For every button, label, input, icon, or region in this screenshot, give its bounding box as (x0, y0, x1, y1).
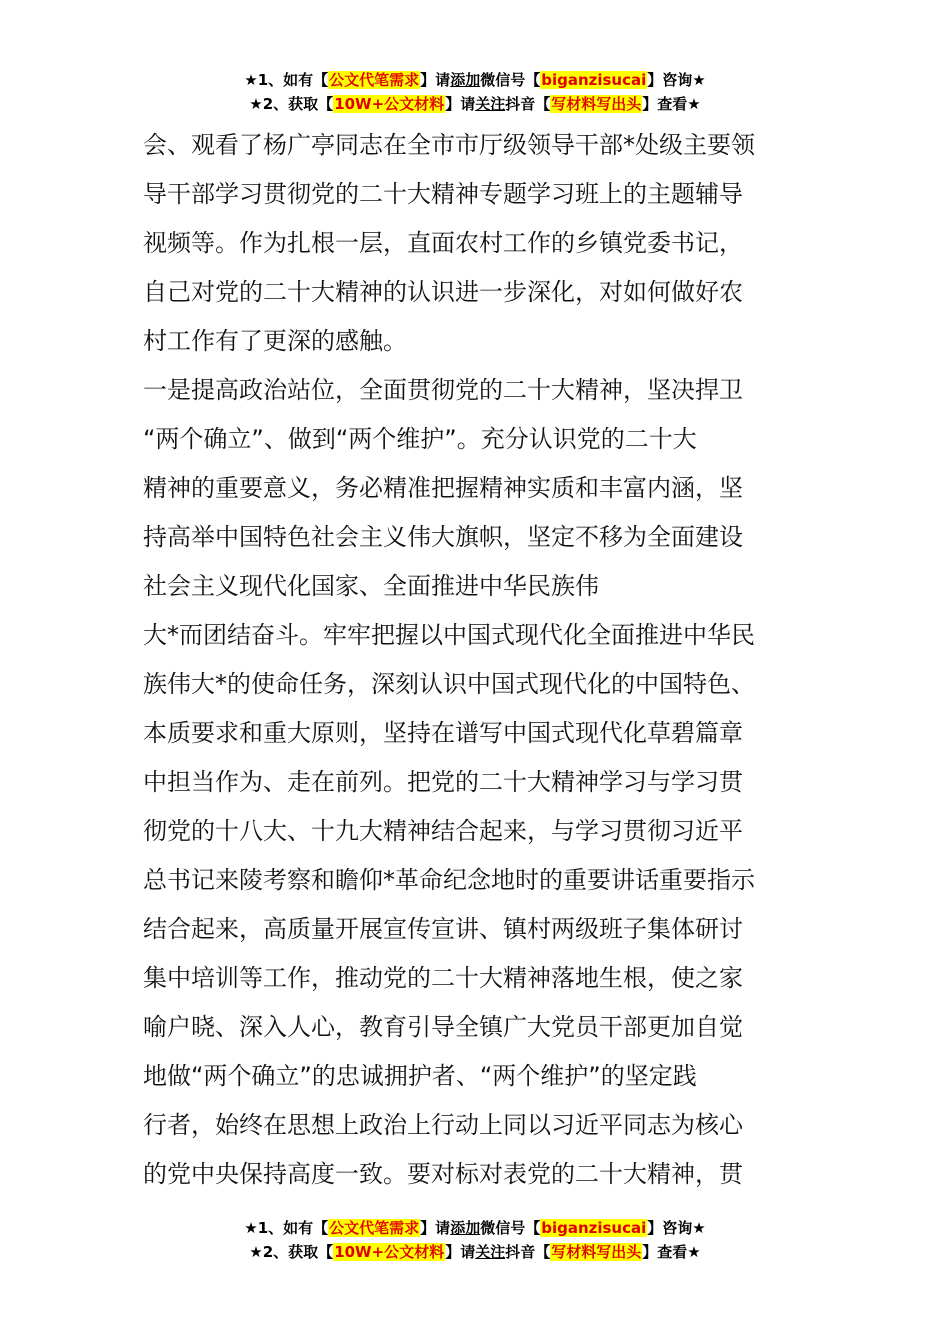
footer-line-2-middle-2: 抖音【 (505, 1243, 551, 1261)
document-body (143, 121, 809, 1199)
footer-line-2-underlined: 关注 (475, 1243, 506, 1261)
banner-line-1-middle-2: 微信号【 (480, 71, 541, 89)
body-line: 行者，始终在思想上政治上行动上同以习近平同志为核心 (143, 1111, 743, 1139)
footer-line-1-middle-1: 】请 (420, 1219, 451, 1237)
body-line: 喻户晓、深入人心，教育引导全镇广大党员干部更加自觉 (143, 1013, 743, 1041)
banner-line-2-suffix: 】查看★ (642, 95, 701, 113)
footer-line-2-suffix: 】查看★ (642, 1243, 701, 1261)
banner-line-1-prefix: ★1、如有【 (244, 71, 329, 89)
banner-line-1 (0, 68, 950, 92)
banner-line-1-suffix: 】咨询★ (647, 71, 706, 89)
body-line: 地做“两个确立”的忠诚拥护者、“两个维护”的坚定践 (143, 1062, 697, 1090)
banner-line-2-middle-2: 抖音【 (505, 95, 551, 113)
footer-line-1-middle-2: 微信号【 (480, 1219, 541, 1237)
body-line: 社会主义现代化国家、全面推进中华民族伟 (143, 572, 599, 600)
body-line: 中担当作为、走在前列。把党的二十大精神学习与学习贯 (143, 768, 743, 796)
footer-line-1-suffix: 】咨询★ (647, 1219, 706, 1237)
body-line: 总书记来陵考察和瞻仰*革命纪念地时的重要讲话重要指示 (143, 866, 755, 894)
banner-line-2-middle-1: 】请 (445, 95, 476, 113)
body-line: “两个确立”、做到“两个维护”。充分认识党的二十大 (143, 425, 697, 453)
footer-line-2-prefix: ★2、获取【 (249, 1243, 334, 1261)
banner-line-2-underlined: 关注 (475, 95, 506, 113)
body-line: 结合起来，高质量开展宣传宣讲、镇村两级班子集体研讨 (143, 915, 743, 943)
footer-line-2 (0, 1240, 950, 1264)
body-line: 会、观看了杨广亭同志在全市市厅级领导干部*处级主要领 (143, 131, 755, 159)
banner-line-2-highlight-2: 写材料写出头 (551, 95, 642, 113)
body-line: 的党中央保持高度一致。要对标对表党的二十大精神，贯 (143, 1160, 743, 1188)
body-line: 村工作有了更深的感触。 (143, 327, 407, 355)
body-line: 族伟大*的使命任务，深刻认识中国式现代化的中国特色、 (143, 670, 755, 698)
footer-line-2-middle-1: 】请 (445, 1243, 476, 1261)
footer-line-2-highlight-2: 写材料写出头 (551, 1243, 642, 1261)
header-banner (0, 68, 950, 116)
banner-line-1-highlight-1: 公文代笔需求 (329, 71, 420, 89)
banner-line-1-highlight-2: biganzisucai (541, 71, 647, 89)
body-line: 导干部学习贯彻党的二十大精神专题学习班上的主题辅导 (143, 180, 743, 208)
body-line: 本质要求和重大原则，坚持在谱写中国式现代化草碧篇章 (143, 719, 743, 747)
body-line: 大*而团结奋斗。牢牢把握以中国式现代化全面推进中华民 (143, 621, 755, 649)
body-line: 持高举中国特色社会主义伟大旗帜，坚定不移为全面建设 (143, 523, 743, 551)
footer-line-1-highlight-2: biganzisucai (541, 1219, 647, 1237)
body-line: 视频等。作为扎根一层，直面农村工作的乡镇党委书记， (143, 229, 743, 257)
body-line: 彻党的十八大、十九大精神结合起来，与学习贯彻习近平 (143, 817, 743, 845)
banner-line-2-highlight-1: 10W+公文材料 (334, 95, 445, 113)
footer-line-1-highlight-1: 公文代笔需求 (329, 1219, 420, 1237)
body-line: 集中培训等工作，推动党的二十大精神落地生根，使之家 (143, 964, 743, 992)
banner-line-1-underlined: 添加 (450, 71, 481, 89)
footer-line-1 (0, 1216, 950, 1240)
body-line: 一是提高政治站位，全面贯彻党的二十大精神，坚决捍卫 (143, 376, 743, 404)
body-line: 精神的重要意义，务必精准把握精神实质和丰富内涵，坚 (143, 474, 743, 502)
banner-line-2 (0, 92, 950, 116)
footer-line-1-underlined: 添加 (450, 1219, 481, 1237)
footer-line-1-prefix: ★1、如有【 (244, 1219, 329, 1237)
body-line: 自己对党的二十大精神的认识进一步深化，对如何做好农 (143, 278, 743, 306)
banner-line-1-middle-1: 】请 (420, 71, 451, 89)
footer-banner (0, 1216, 950, 1264)
footer-line-2-highlight-1: 10W+公文材料 (334, 1243, 445, 1261)
banner-line-2-prefix: ★2、获取【 (249, 95, 334, 113)
